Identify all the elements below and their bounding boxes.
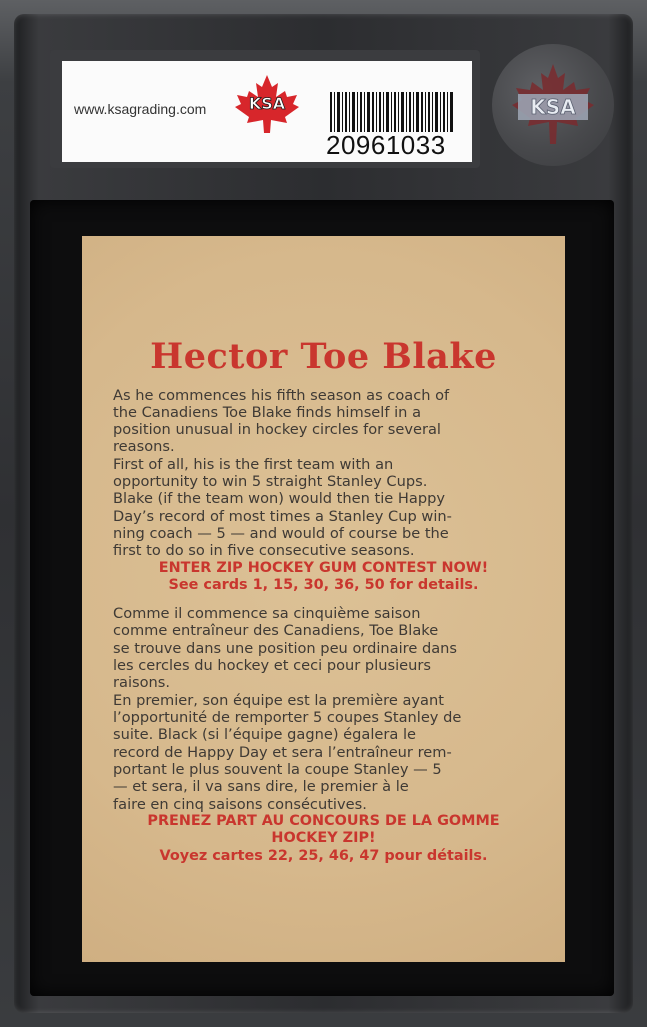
bio-line: suite. Black (si l’équipe gagne) égalera le <box>113 726 416 743</box>
french-contest-cards: Voyez cartes 22, 25, 46, 47 pour détails. <box>159 848 488 864</box>
hologram-maple-leaf-icon <box>506 60 600 150</box>
bio-line: the Canadiens Toe Blake finds himself in a <box>113 404 422 421</box>
bio-line: Comme il commence sa cinquième saison <box>113 605 421 622</box>
bio-line: record de Happy Day et sera l’entraîneur rem- <box>113 744 452 761</box>
bio-line: As he commences his fifth season as coach of <box>113 387 450 404</box>
bio-line: Day’s record of most times a Stanley Cup win- <box>113 508 452 525</box>
bio-line: position unusual in hockey circles for several <box>113 421 441 438</box>
bio-line: faire en cinq saisons consécutives. <box>113 796 367 813</box>
french-contest-promo: PRENEZ PART AU CONCOURS DE LA GOMME <box>147 813 500 829</box>
grader-website: www.ksagrading.com <box>74 101 207 117</box>
player-name-title: Hector Toe Blake <box>150 336 497 377</box>
ksa-logo-text: KSA <box>248 94 286 113</box>
bio-line: opportunity to win 5 straight Stanley Cups. <box>113 473 428 490</box>
certification-number: 20961033 <box>326 130 446 160</box>
bio-line: First of all, his is the first team with an <box>113 456 394 473</box>
bio-line: — et sera, il va sans dire, le premier à le <box>113 778 409 795</box>
bio-line: portant le plus souvent la coupe Stanley — 5 <box>113 761 442 778</box>
bio-line: comme entraîneur des Canadiens, Toe Blake <box>113 622 439 639</box>
barcode-icon <box>330 92 454 132</box>
bio-line: se trouve dans une position peu ordinaire dans <box>113 640 458 657</box>
bio-line: l’opportunité de remporter 5 coupes Stanley de <box>113 709 462 726</box>
english-contest-promo: ENTER ZIP HOCKEY GUM CONTEST NOW! <box>158 560 489 576</box>
bio-line: En premier, son équipe est la première ayant <box>113 692 444 709</box>
ksa-maple-leaf-logo <box>233 73 301 135</box>
bio-line: raisons. <box>113 674 171 691</box>
bio-line: les cercles du hockey et ceci pour plusieurs <box>113 657 431 674</box>
french-contest-promo-2: HOCKEY ZIP! <box>271 830 376 846</box>
bio-line: ning coach — 5 — and would of course be the <box>113 525 449 542</box>
hologram-text: KSA <box>530 95 576 119</box>
bio-line: reasons. <box>113 438 175 455</box>
english-contest-cards: See cards 1, 15, 30, 36, 50 for details. <box>168 577 479 593</box>
bio-line: Blake (if the team won) would then tie Happy <box>113 490 446 507</box>
bio-line: first to do so in five consecutive seasons. <box>113 542 415 559</box>
